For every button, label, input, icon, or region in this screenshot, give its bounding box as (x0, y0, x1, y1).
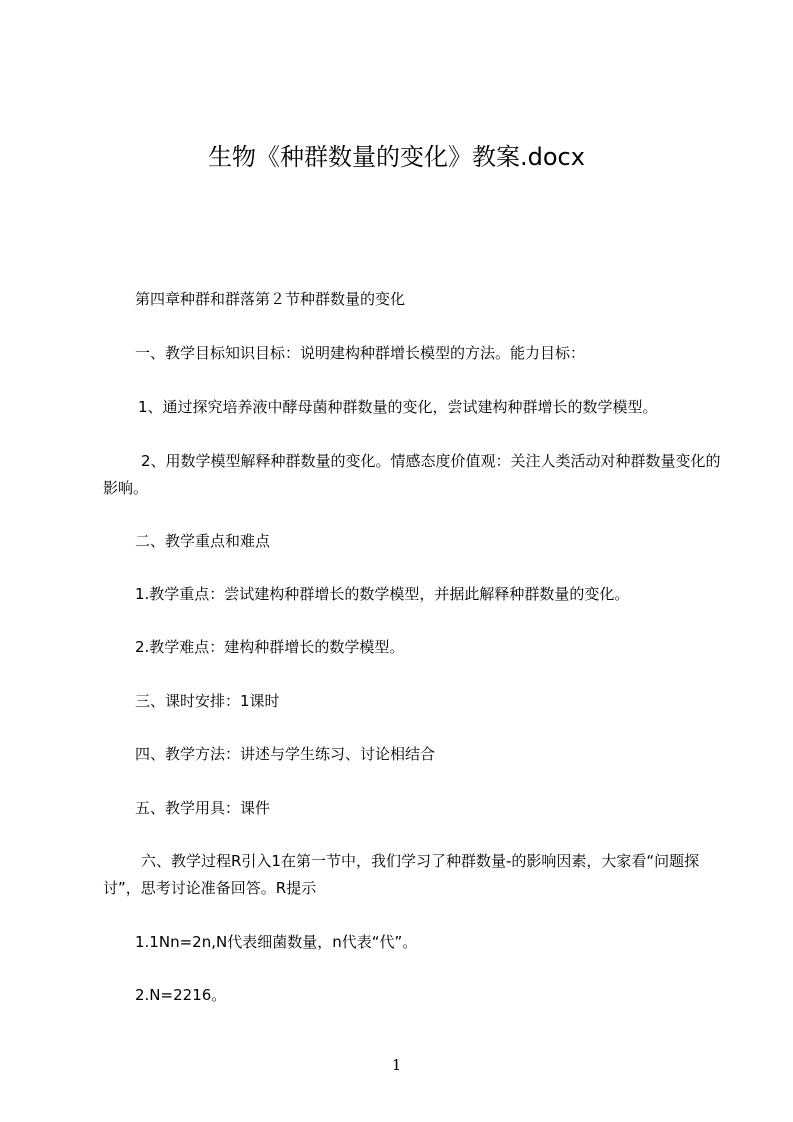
section-objectives: 一、教学目标知识目标：说明建构种群增长模型的方法。能力目标： (135, 344, 586, 362)
section-methods: 四、教学方法：讲述与学生练习、讨论相结合 (135, 745, 436, 763)
page-number: 1 (391, 1056, 402, 1074)
section-key-points: 二、教学重点和难点 (135, 532, 271, 550)
objective-item-1: 1、通过探究培养液中酵母菌种群数量的变化，尝试建构种群增长的数学模型。 (138, 398, 658, 416)
objective-item-2: 2、用数学模型解释种群数量的变化。情感态度价值观：关注人类活动对种群数量变化的影响。 (103, 452, 721, 497)
difficult-point-item: 2.教学难点：建构种群增长的数学模型。 (135, 638, 405, 656)
section-schedule: 三、课时安排：1课时 (135, 692, 280, 710)
key-point-item: 1.教学重点：尝试建构种群增长的数学模型，并据此解释种群数量的变化。 (135, 585, 630, 603)
chapter-heading: 第四章种群和群落第２节种群数量的变化 (135, 290, 406, 308)
document-title: 生物《种群数量的变化》教案.docx (208, 143, 585, 171)
section-process: 六、教学过程R引入1在第一节中，我们学习了种群数量-的影响因素，大家看“问题探讨”，思考讨论准备回答。R提示 (103, 852, 700, 897)
section-tools: 五、教学用具：课件 (135, 799, 271, 817)
hint-item-1: 1.1Nn=2n,N代表细菌数量，n代表“代”。 (135, 933, 418, 951)
hint-item-2: 2.N=2216。 (135, 986, 227, 1004)
